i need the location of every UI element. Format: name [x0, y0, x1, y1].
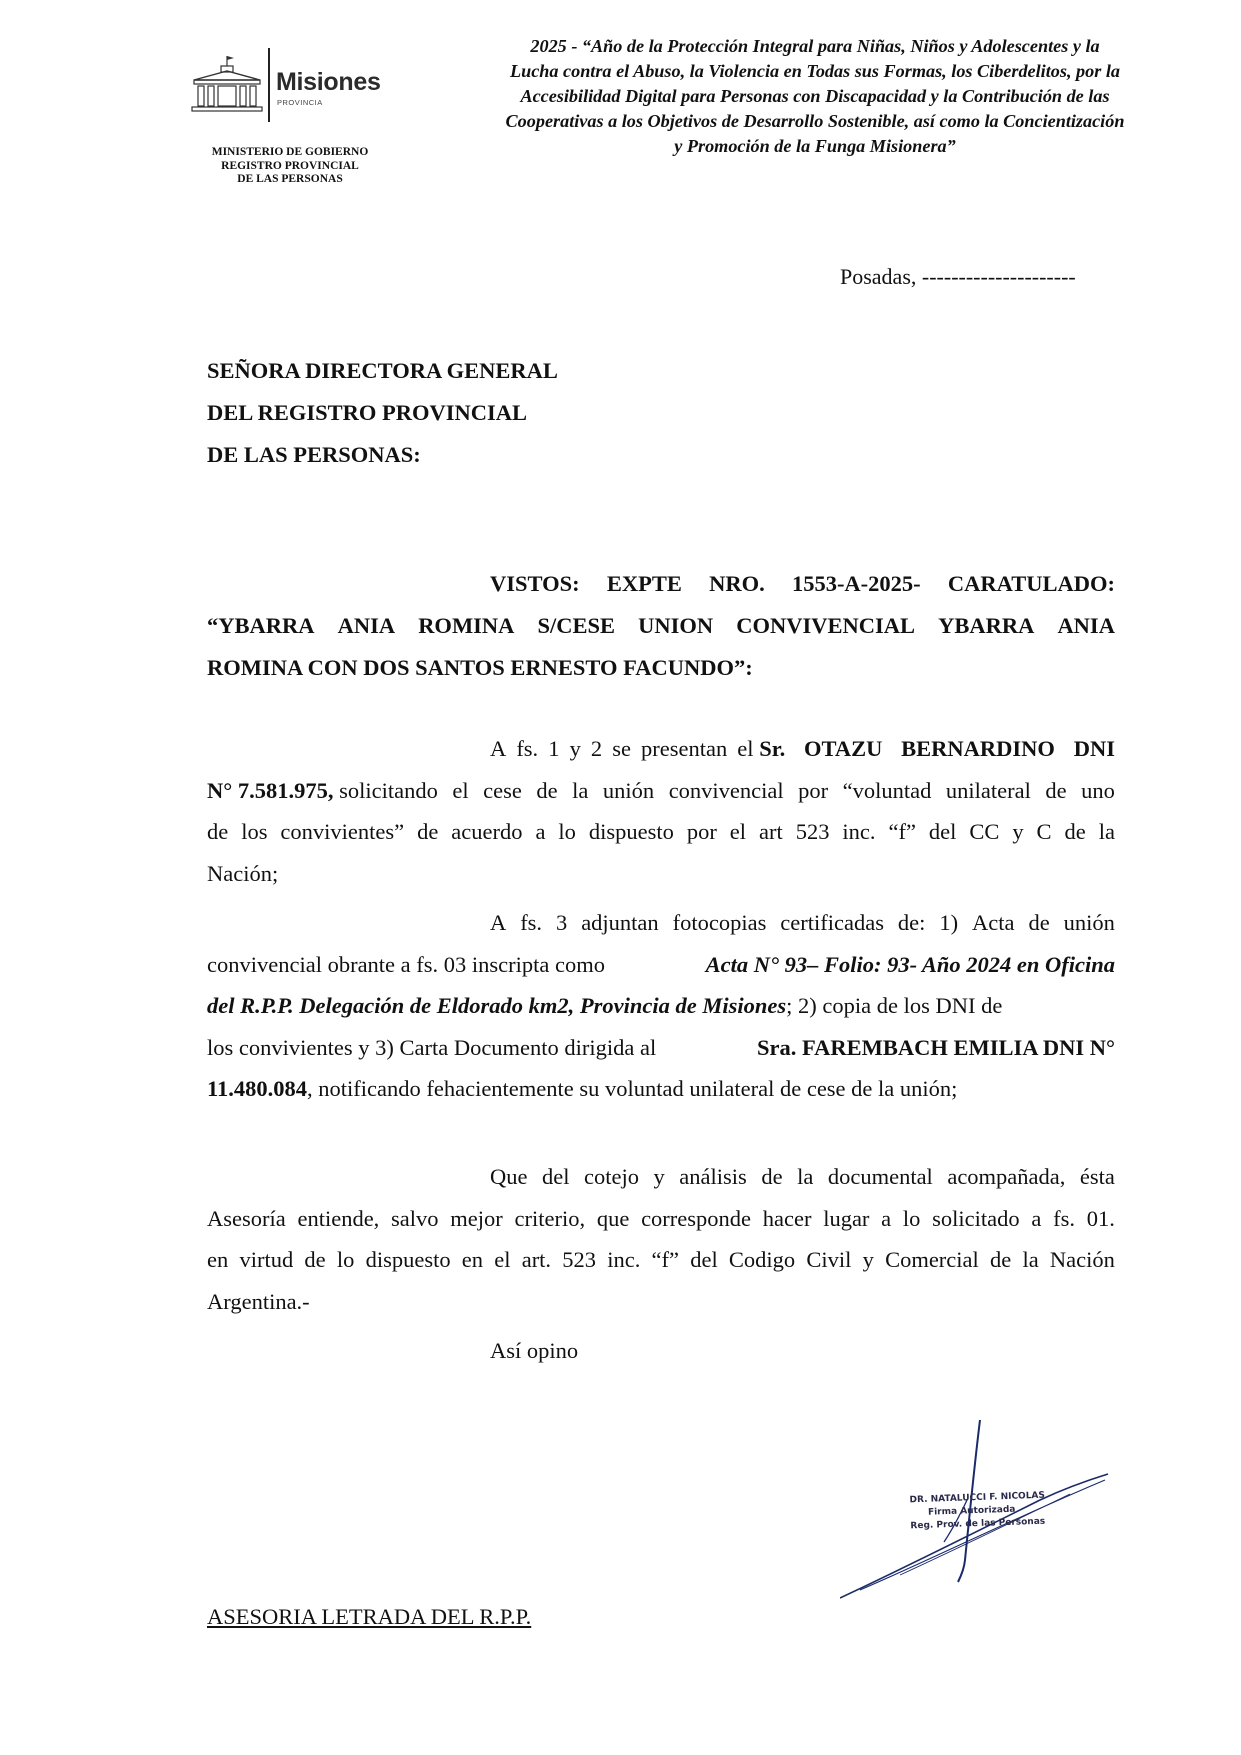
word: cotejo: [584, 1164, 640, 1189]
word: C: [1036, 819, 1052, 844]
word: presentan: [641, 736, 728, 761]
motto-line: 2025 - “Año de la Protección Integral para Niñas, Niños y Adolescentes y la: [530, 36, 1100, 56]
word: por: [686, 819, 717, 844]
acta-reference: Acta N° 93– Folio: 93- Año 2024 en Oficina: [705, 951, 1115, 977]
word: NRO.: [709, 571, 765, 596]
ministry-line: DE LAS PERSONAS: [237, 173, 343, 185]
word: los: [241, 819, 268, 844]
recipient-block: [207, 350, 558, 476]
word: en: [207, 1247, 229, 1272]
paragraph-documents: [207, 902, 1115, 1110]
recipient-line: SEÑORA DIRECTORA GENERAL: [207, 358, 558, 383]
word: unión: [602, 777, 655, 803]
vistos-block: [207, 563, 1115, 689]
paragraph-line: [207, 728, 1115, 770]
word: fotocopias: [672, 910, 767, 935]
word: Asesoría: [207, 1205, 286, 1231]
stamp-line: DR. NATALUCCI F. NICOLAS: [909, 1490, 1046, 1506]
paragraph-presentation: [207, 728, 1115, 894]
word: lugar: [823, 1205, 870, 1231]
word: de: [417, 819, 439, 844]
word: “voluntad: [842, 777, 932, 803]
closing-text: Así opino: [490, 1338, 579, 1363]
word: lo: [558, 819, 576, 844]
word: cese: [483, 777, 522, 803]
word: y: [862, 1247, 874, 1272]
line-segment: los convivientes y 3) Carta Documento dirigida al: [207, 1034, 657, 1060]
word: Que: [490, 1164, 528, 1189]
paragraph-line: [207, 1068, 1115, 1110]
word: YBARRA: [938, 613, 1035, 638]
word: UNION: [638, 613, 714, 638]
word: por: [798, 777, 829, 803]
word: la: [572, 777, 589, 803]
word: la: [1022, 1247, 1039, 1272]
paragraph-opinion: [207, 1156, 1115, 1322]
word: de:: [897, 910, 926, 935]
word: fs.: [516, 736, 539, 761]
word: art: [759, 819, 783, 844]
word: del: [928, 819, 957, 844]
word: Comercial: [885, 1247, 979, 1272]
paragraph-line: [207, 944, 1115, 986]
closing-block: [207, 1330, 1115, 1372]
word: corresponde: [641, 1205, 752, 1231]
word: Nación: [1049, 1247, 1115, 1272]
word: uno: [1081, 777, 1115, 803]
paragraph-line: [207, 1156, 1115, 1198]
word: del: [542, 1164, 570, 1189]
line-segment: convivencial obrante a fs. 03 inscripta como: [207, 951, 605, 977]
paragraph-line: [207, 770, 1115, 812]
acta-reference-cont: del R.P.P. Delegación de Eldorado km2, Provincia de Misiones: [207, 993, 787, 1018]
word: solicitando: [339, 777, 438, 803]
word: salvo: [391, 1205, 439, 1231]
word: A: [490, 910, 507, 935]
word: BERNARDINO: [901, 736, 1055, 761]
recipient-name: Sra. FAREMBACH EMILIA DNI N°: [757, 1034, 1115, 1060]
logo-subtitle: PROVINCIA: [277, 98, 323, 107]
ministry-line: MINISTERIO DE GOBIERNO: [211, 146, 369, 158]
word: mejor: [450, 1205, 503, 1231]
motto-line: y Promoción de la Funga Misionera”: [674, 136, 956, 156]
word: DNI: [1073, 736, 1115, 761]
official-motto: [455, 34, 1175, 159]
word: de: [207, 819, 229, 844]
word: a: [1031, 1205, 1042, 1231]
word: “YBARRA: [207, 613, 315, 638]
word: el: [737, 736, 754, 761]
word: el: [729, 819, 747, 844]
word: 2: [590, 736, 603, 761]
motto-line: Cooperativas a los Objetivos de Desarrollo Sostenible, así como la Concientización: [505, 111, 1125, 131]
word: 3: [556, 910, 568, 935]
word: inc.: [607, 1247, 641, 1272]
word: el: [494, 1247, 511, 1272]
word: y: [1012, 819, 1024, 844]
word: lo: [902, 1205, 921, 1231]
word: en: [461, 1247, 484, 1272]
word: de: [1028, 910, 1050, 935]
paragraph-line: [207, 1198, 1115, 1240]
logo-divider: [268, 48, 270, 122]
word: ANIA: [1057, 613, 1115, 638]
word: acompañada,: [947, 1164, 1066, 1189]
word: 1): [939, 910, 959, 935]
word: CONVIVENCIAL: [736, 613, 916, 638]
paragraph-line: [207, 1239, 1115, 1281]
word: ROMINA: [418, 613, 515, 638]
word: se: [612, 736, 631, 761]
word: certificadas: [780, 910, 884, 935]
word: 523: [795, 819, 830, 844]
word: ésta: [1079, 1164, 1115, 1189]
word: “f”: [651, 1247, 680, 1272]
motto-line: Accesibilidad Digital para Personas con Discapacidad y la Contribución de las: [520, 86, 1110, 106]
recipient-dni: 11.480.084: [207, 1076, 308, 1101]
word: la: [1098, 819, 1115, 844]
word: 01.: [1086, 1205, 1115, 1231]
word: análisis: [679, 1164, 747, 1189]
word: Civil: [806, 1247, 852, 1272]
word: “f”: [888, 819, 916, 844]
misiones-logo: [190, 48, 390, 124]
paragraph-line: Argentina.-: [207, 1288, 310, 1314]
word: 1: [548, 736, 560, 761]
word: documental: [827, 1164, 933, 1189]
word: que: [596, 1205, 630, 1231]
word: fs.: [520, 910, 543, 935]
word: de: [761, 1164, 783, 1189]
paragraph-line: [207, 985, 1115, 1027]
vistos-line-2: [207, 605, 1115, 647]
motto-line: Lucha contra el Abuso, la Violencia en Todas sus Formas, los Ciberdelitos, por la: [509, 61, 1121, 81]
word: dispuesto: [365, 1247, 451, 1272]
footer-office: ASESORIA LETRADA DEL R.P.P.: [207, 1604, 532, 1629]
stamp-line: Firma Autorizada: [927, 1504, 1016, 1518]
word: VISTOS:: [490, 571, 580, 596]
word: el: [452, 777, 469, 803]
word: unilateral: [945, 777, 1031, 803]
ministry-line: REGISTRO PROVINCIAL: [221, 159, 359, 172]
line-segment: ; 2) copia de los DNI de: [786, 993, 1003, 1018]
recipient-line: DEL REGISTRO PROVINCIAL: [207, 400, 528, 425]
word: acuerdo: [451, 819, 523, 844]
word: criterio,: [514, 1205, 586, 1231]
paragraph-line: [207, 1027, 1115, 1069]
word: A: [490, 736, 507, 761]
date-line: Posadas, ---------------------: [840, 264, 1076, 289]
recipient-line: DE LAS PERSONAS:: [207, 442, 421, 467]
vistos-line-3: ROMINA CON DOS SANTOS ERNESTO FACUNDO”:: [207, 655, 753, 680]
word: CC: [969, 819, 1000, 844]
word: Codigo: [728, 1247, 796, 1272]
word: lo: [336, 1247, 355, 1272]
word: a: [881, 1205, 892, 1231]
word: la: [797, 1164, 814, 1189]
signature-stamp: [909, 1490, 1046, 1534]
word: virtud: [239, 1247, 294, 1272]
word: ANIA: [337, 613, 396, 638]
vistos-line-1: [207, 563, 1115, 605]
paragraph-line: [207, 811, 1115, 853]
word: del: [690, 1247, 718, 1272]
word: 523: [562, 1247, 597, 1272]
word: CARATULADO:: [947, 571, 1115, 596]
government-building-icon: [190, 54, 264, 114]
word: Sr.: [759, 736, 786, 761]
stamp-line: Reg. Prov. de las Personas: [910, 1516, 1046, 1532]
word: hacer: [762, 1205, 812, 1231]
signature: [840, 1420, 1120, 1600]
word: convivientes”: [280, 819, 405, 844]
word: y: [569, 736, 581, 761]
word: Acta: [972, 910, 1015, 935]
word: adjuntan: [581, 910, 659, 935]
applicant-dni: N° 7.581.975,: [207, 777, 334, 803]
word: entiende,: [297, 1205, 380, 1231]
word: 1553-A-2025-: [791, 571, 921, 596]
word: inc.: [842, 819, 876, 844]
line-segment: [339, 770, 1115, 812]
word: fs.: [1053, 1205, 1075, 1231]
applicant-name: [759, 728, 1115, 770]
logo-name: Misiones: [276, 68, 381, 96]
word: a: [535, 819, 546, 844]
ministry-block: [190, 146, 390, 187]
word: de: [536, 777, 558, 803]
word: S/CESE: [537, 613, 616, 638]
word: dispuesto: [588, 819, 674, 844]
word: de: [304, 1247, 326, 1272]
line-segment: [490, 728, 754, 770]
word: de: [1045, 777, 1067, 803]
paragraph-line: Nación;: [207, 860, 279, 886]
word: unión: [1063, 910, 1115, 935]
word: solicitado: [932, 1205, 1020, 1231]
word: de: [989, 1247, 1012, 1272]
word: EXPTE: [606, 571, 682, 596]
line-segment: , notificando fehacientemente su voluntad unilateral de cese de la unión;: [307, 1076, 958, 1101]
paragraph-line: [207, 902, 1115, 944]
word: y: [653, 1164, 665, 1189]
word: OTAZU: [804, 736, 883, 761]
word: convivencial: [668, 777, 784, 803]
word: art.: [521, 1247, 552, 1272]
word: de: [1064, 819, 1086, 844]
